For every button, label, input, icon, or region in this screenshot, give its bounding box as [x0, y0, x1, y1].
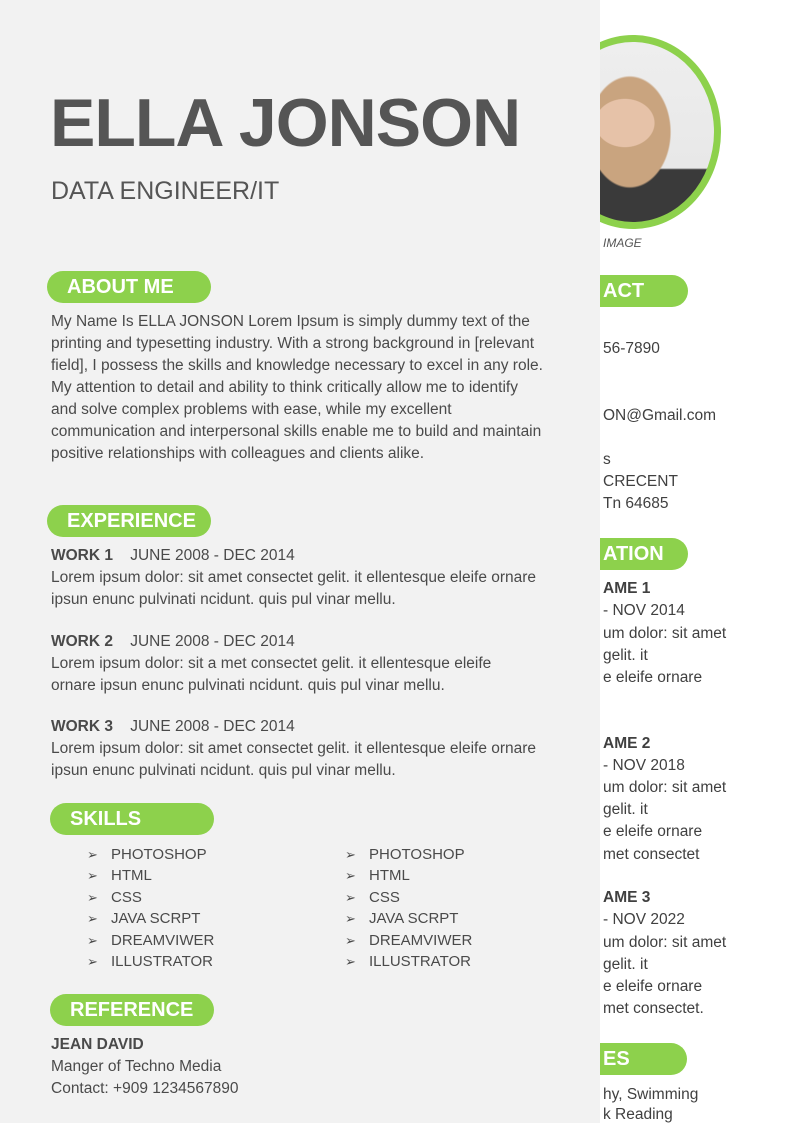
arrow-bullet-icon: ➢ [87, 889, 98, 905]
work-dates: JUNE 2008 - DEC 2014 [130, 547, 295, 564]
education-text: um dolor: sit amet [603, 779, 727, 796]
arrow-bullet-icon: ➢ [345, 954, 356, 970]
education-text: um dolor: sit amet [603, 934, 727, 951]
about-heading: ABOUT ME [47, 271, 211, 303]
education-name: AME 3 [603, 889, 651, 906]
address-line-1: CRECENT [603, 473, 678, 490]
skill-label: DREAMVIWER [369, 931, 473, 949]
reference-contact: Contact: +909 1234567890 [51, 1080, 239, 1097]
skill-item [87, 887, 214, 908]
work-dates: JUNE 2008 - DEC 2014 [130, 718, 295, 735]
education-text: e eleife ornare [603, 823, 703, 840]
education-dates: - NOV 2014 [603, 602, 685, 619]
about-line: My attention to detail and ability to think critically allow me to identify [51, 379, 518, 396]
skill-label: CSS [111, 888, 142, 906]
about-line: communication and interpersonal skills enable me to build and maintain [51, 423, 542, 440]
candidate-name: ELLA JONSON [50, 85, 521, 161]
skill-item [345, 951, 472, 972]
skill-label: ILLUSTRATOR [369, 953, 471, 971]
education-text: gelit. it [603, 647, 648, 664]
skill-label: DREAMVIWER [111, 931, 215, 949]
education-text: e eleife ornare [603, 978, 703, 995]
skill-item [87, 844, 214, 865]
skill-item [87, 865, 214, 886]
email: ON@Gmail.com [603, 407, 717, 424]
education-dates: - NOV 2018 [603, 757, 685, 774]
education-text: met consectet. [603, 1000, 704, 1017]
skill-label: ILLUSTRATOR [111, 953, 213, 971]
work-text: ornare ipsun enunc pulvinati ncidunt. quis pul vinar mellu. [51, 677, 445, 694]
skill-item [87, 908, 214, 929]
skill-label: PHOTOSHOP [111, 846, 207, 863]
about-line: field], I possess the skills and knowledge necessary to excel in any role. [51, 357, 543, 374]
about-line: printing and typesetting industry. With a strong background in [relevant [51, 335, 535, 352]
work-label: WORK 1 [51, 547, 113, 564]
skill-item [345, 865, 472, 886]
experience-item [51, 631, 491, 697]
reference-block [51, 1034, 238, 1100]
about-line: positive relationships with colleagues and clients alike. [51, 445, 425, 462]
arrow-bullet-icon: ➢ [87, 847, 98, 862]
experience-heading: EXPERIENCE [47, 505, 211, 537]
contact-heading: ACT [600, 275, 688, 307]
education-dates: - NOV 2022 [603, 911, 685, 928]
reference-heading: REFERENCE [50, 994, 214, 1026]
education-text: gelit. it [603, 956, 648, 973]
arrow-bullet-icon: ➢ [345, 868, 356, 884]
phone: 56-7890 [603, 340, 660, 357]
skill-label: PHOTOSHOP [369, 846, 465, 863]
work-text: Lorem ipsum dolor: sit a met consectet gelit. it ellentesque eleife [51, 655, 492, 672]
education-text: met consectet [603, 846, 700, 863]
hobbies-heading: ES [600, 1043, 687, 1075]
education-heading: ATION [600, 538, 688, 570]
work-label: WORK 2 [51, 633, 113, 650]
experience-item [51, 545, 536, 611]
arrow-bullet-icon: ➢ [87, 868, 98, 884]
skill-item [345, 887, 472, 908]
about-text [51, 311, 543, 465]
work-text: Lorem ipsum dolor: sit amet consectet gelit. it ellentesque eleife ornare [51, 569, 537, 586]
address-line-2: Tn 64685 [603, 495, 669, 512]
reference-role: Manger of Techno Media [51, 1058, 222, 1075]
skill-label: JAVA SCRPT [111, 910, 201, 928]
hobbies-line: k Reading [603, 1106, 673, 1123]
about-line: and solve complex problems with ease, while my excellent [51, 401, 452, 418]
arrow-bullet-icon: ➢ [87, 932, 98, 948]
skills-column-1 [87, 844, 214, 972]
work-label: WORK 3 [51, 718, 113, 735]
skill-label: HTML [111, 867, 152, 885]
reference-name: JEAN DAVID [51, 1036, 144, 1053]
about-line: My Name Is ELLA JONSON Lorem Ipsum is simply dummy text of the [51, 313, 530, 330]
address-label: s [603, 451, 611, 468]
education-name: AME 1 [603, 580, 651, 597]
skill-item [87, 951, 214, 972]
skill-label: HTML [369, 867, 410, 885]
arrow-bullet-icon: ➢ [345, 932, 356, 948]
work-text: Lorem ipsum dolor: sit amet consectet gelit. it ellentesque eleife ornare [51, 740, 537, 757]
arrow-bullet-icon: ➢ [345, 889, 356, 905]
education-text: e eleife ornare [603, 669, 703, 686]
skills-column-2 [345, 844, 472, 972]
skills-heading: SKILLS [50, 803, 214, 835]
experience-item [51, 716, 536, 782]
skill-label: JAVA SCRPT [369, 910, 459, 928]
skill-item [345, 908, 472, 929]
arrow-bullet-icon: ➢ [87, 911, 98, 927]
arrow-bullet-icon: ➢ [345, 911, 356, 927]
skill-item [345, 844, 472, 865]
skill-item [87, 930, 214, 951]
arrow-bullet-icon: ➢ [87, 954, 98, 970]
image-caption: IMAGE [603, 236, 642, 250]
arrow-bullet-icon: ➢ [345, 847, 356, 862]
education-name: AME 2 [603, 735, 651, 752]
work-text: ipsun enunc pulvinati ncidunt. quis pul vinar mellu. [51, 591, 396, 608]
work-text: ipsun enunc pulvinati ncidunt. quis pul vinar mellu. [51, 762, 396, 779]
job-title: DATA ENGINEER/IT [51, 177, 280, 205]
skill-item [345, 930, 472, 951]
skill-label: CSS [369, 888, 400, 906]
education-text: gelit. it [603, 801, 648, 818]
work-dates: JUNE 2008 - DEC 2014 [130, 633, 295, 650]
education-text: um dolor: sit amet [603, 625, 727, 642]
hobbies-line: hy, Swimming [603, 1086, 699, 1103]
